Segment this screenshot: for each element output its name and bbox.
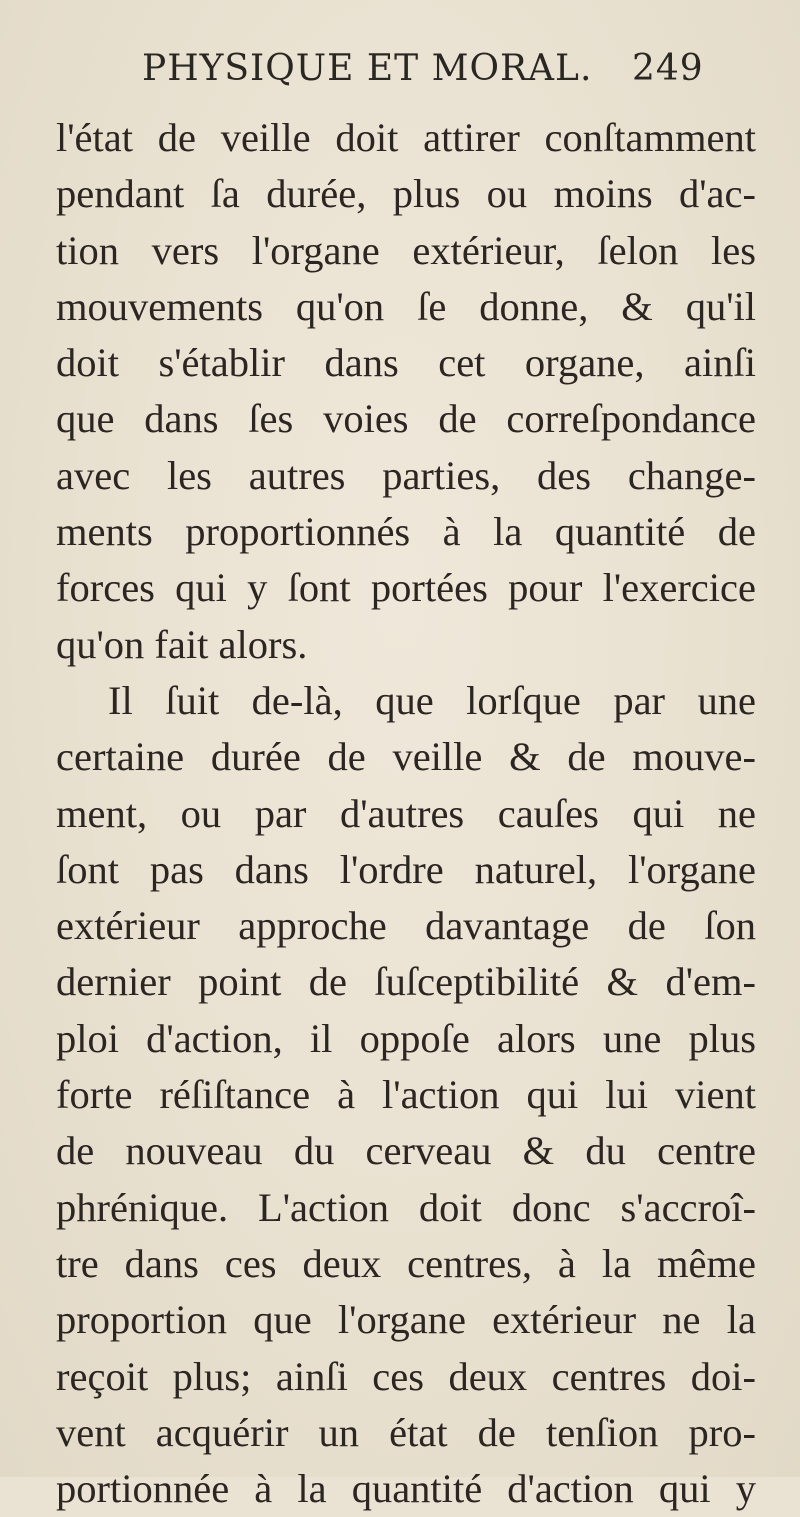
text-line: avec les autres parties, des change-: [56, 452, 756, 498]
text-line: ments proportionnés à la quantité de: [56, 509, 756, 555]
text-line: pendant ſa durée, plus ou moins d'ac-: [56, 171, 756, 217]
text-line: l'état de veille doit attirer conſtamment: [56, 115, 756, 160]
text-line: dernier point de ſuſceptibilité & d'em-: [56, 959, 756, 1005]
paragraph-start-line: Il ſuit de-là, que lorſque par une: [108, 677, 756, 723]
body-text: [56, 110, 756, 1517]
text-line: extérieur approche davantage de ſon: [56, 903, 756, 949]
text-line: tion vers l'organe extérieur, ſelon les: [56, 227, 756, 273]
text-line: doit s'établir dans cet organe, ainſi: [56, 340, 756, 386]
running-title: PHYSIQUE ET MORAL.: [142, 48, 593, 89]
text-line: que dans ſes voies de correſpondance: [56, 396, 756, 442]
text-line: proportion que l'organe extérieur ne la: [56, 1297, 756, 1343]
text-line: portionnée à la quantité d'action qui y: [56, 1466, 756, 1512]
text-line: ploi d'action, il oppoſe alors une plus: [56, 1015, 756, 1061]
text-line: ment, ou par d'autres cauſes qui ne: [56, 790, 756, 836]
text-line: forces qui y ſont portées pour l'exercice: [56, 565, 756, 611]
text-line: vent acquérir un état de tenſion pro-: [56, 1409, 756, 1455]
text-line: certaine durée de veille & de mouve-: [56, 734, 756, 780]
text-line: reçoit plus; ainſi ces deux centres doi-: [56, 1353, 756, 1399]
text-line: ſont pas dans l'ordre naturel, l'organe: [56, 846, 756, 892]
text-line: tre dans ces deux centres, à la même: [56, 1240, 756, 1286]
running-header: [142, 48, 742, 98]
text-line: forte réſiſtance à l'action qui lui vient: [56, 1072, 756, 1118]
text-line: phrénique. L'action doit donc s'accroî-: [56, 1184, 756, 1230]
text-line: mouvements qu'on ſe donne, & qu'il: [56, 283, 756, 329]
text-line: de nouveau du cerveau & du centre: [56, 1128, 756, 1174]
paragraph-end-line: qu'on fait alors.: [56, 621, 308, 667]
page-number: 249: [632, 48, 704, 89]
